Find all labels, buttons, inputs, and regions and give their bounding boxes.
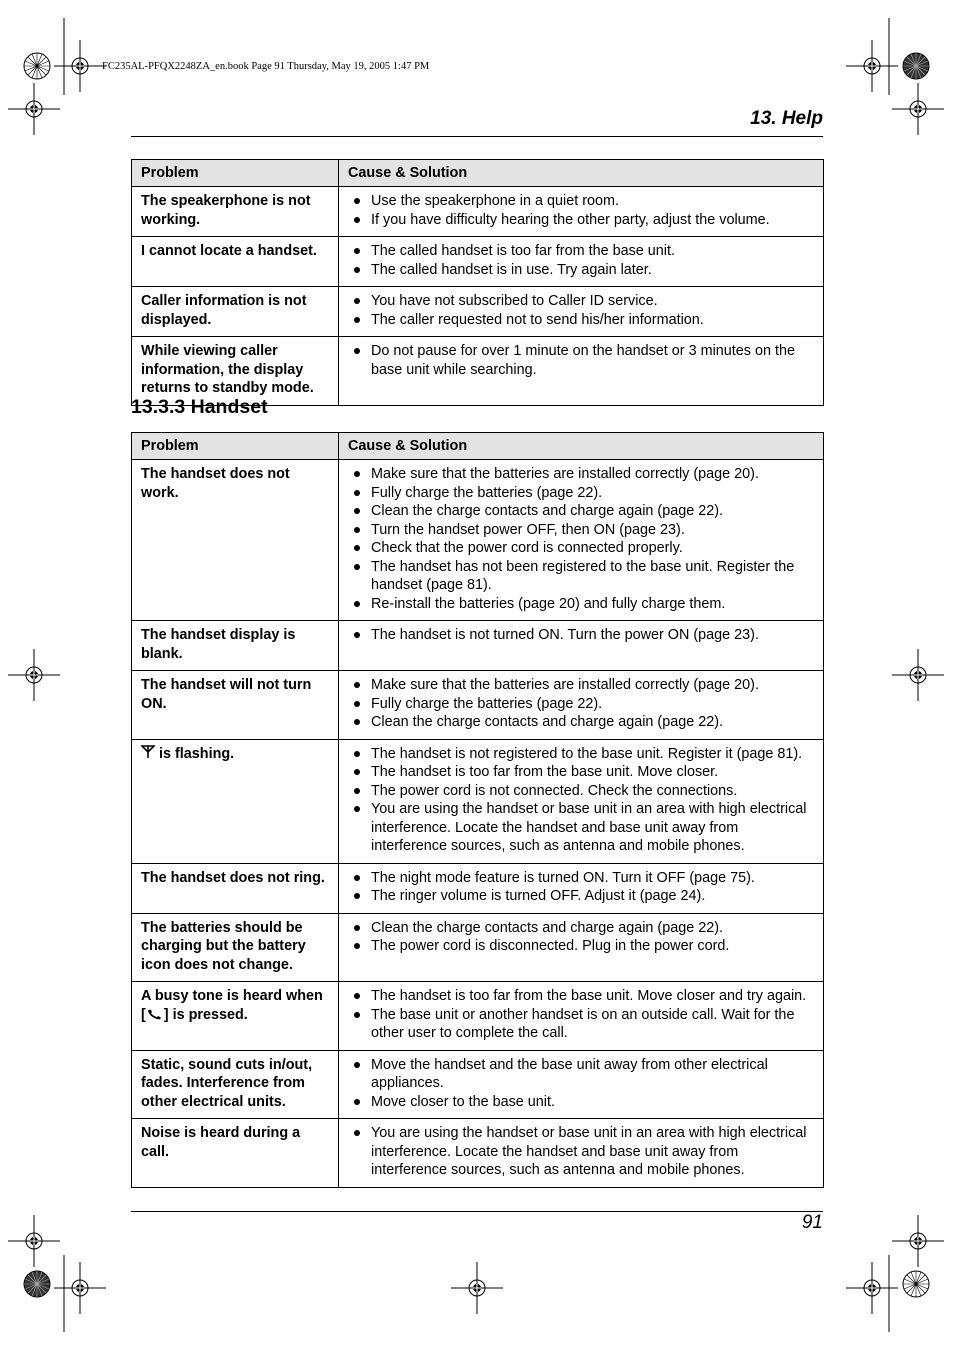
solution-item: If you have difficulty hearing the other party, adjust the volume.	[348, 211, 814, 230]
page-number: 91	[801, 1212, 823, 1233]
problem-cell: Static, sound cuts in/out, fades. Interference from other electrical units.	[132, 1050, 339, 1119]
solution-cell	[339, 337, 824, 406]
solution-cell	[339, 460, 824, 621]
solution-item: Make sure that the batteries are installed correctly (page 20).	[348, 465, 814, 484]
solution-item: Move the handset and the base unit away from other electrical appliances.	[348, 1056, 814, 1093]
book-meta: FC235AL-PFQX2248ZA_en.book Page 91 Thursday, May 19, 2005 1:47 PM	[102, 61, 430, 72]
solution-item: The handset is not registered to the base unit. Register it (page 81).	[348, 745, 814, 764]
table-row	[132, 913, 824, 982]
solution-item: The called handset is in use. Try again later.	[348, 261, 814, 280]
solution-item: Move closer to the base unit.	[348, 1093, 814, 1112]
antenna-icon	[141, 745, 155, 765]
problem-text: is pressed.	[172, 1006, 248, 1023]
table-row	[132, 1119, 824, 1188]
section-heading: 13.3.3 Handset	[131, 396, 268, 418]
solution-cell	[339, 913, 824, 982]
solution-item: Use the speakerphone in a quiet room.	[348, 192, 814, 211]
solution-item: Turn the handset power OFF, then ON (page 23).	[348, 521, 814, 540]
solution-item: Re-install the batteries (page 20) and fully charge them.	[348, 595, 814, 614]
talk-key-icon: [ ]	[141, 1006, 169, 1023]
table-row	[132, 1050, 824, 1119]
solution-cell	[339, 1119, 824, 1188]
solution-cell	[339, 187, 824, 237]
solution-cell	[339, 739, 824, 863]
table-row	[132, 982, 824, 1051]
solution-cell	[339, 237, 824, 287]
solution-item: The handset has not been registered to the base unit. Register the handset (page 81).	[348, 558, 814, 595]
solution-cell	[339, 671, 824, 740]
table-header-row	[132, 433, 824, 460]
solution-item: The handset is not turned ON. Turn the power ON (page 23).	[348, 626, 814, 645]
problem-cell: I cannot locate a handset.	[132, 237, 339, 287]
solution-item: You have not subscribed to Caller ID service.	[348, 292, 814, 311]
solution-item: The handset is too far from the base unit. Move closer and try again.	[348, 987, 814, 1006]
troubleshooting-table-general	[131, 159, 824, 406]
column-header-solution: Cause & Solution	[339, 160, 824, 187]
problem-text: is flashing.	[159, 745, 235, 762]
solution-item: Clean the charge contacts and charge again (page 22).	[348, 919, 814, 938]
table-row	[132, 287, 824, 337]
chapter-title: 13. Help	[750, 108, 823, 129]
problem-cell: The handset will not turn ON.	[132, 671, 339, 740]
table-row	[132, 460, 824, 621]
problem-cell: The batteries should be charging but the battery icon does not change.	[132, 913, 339, 982]
problem-cell: The handset display is blank.	[132, 621, 339, 671]
solution-cell	[339, 1050, 824, 1119]
solution-item: The power cord is disconnected. Plug in the power cord.	[348, 937, 814, 956]
solution-item: Fully charge the batteries (page 22).	[348, 484, 814, 503]
solution-item: The handset is too far from the base unit. Move closer.	[348, 763, 814, 782]
solution-item: Clean the charge contacts and charge again (page 22).	[348, 502, 814, 521]
solution-item: Check that the power cord is connected properly.	[348, 539, 814, 558]
solution-item: You are using the handset or base unit in an area with high electrical interference. Locate the handset and base unit away from interference sources, such as antenna and mobile phones.	[348, 1124, 814, 1180]
solution-item: The ringer volume is turned OFF. Adjust it (page 24).	[348, 887, 814, 906]
problem-cell: The handset does not work.	[132, 460, 339, 621]
problem-cell	[132, 982, 339, 1051]
problem-cell: Noise is heard during a call.	[132, 1119, 339, 1188]
problem-cell	[132, 739, 339, 863]
table-row	[132, 621, 824, 671]
solution-item: The called handset is too far from the base unit.	[348, 242, 814, 261]
table-row	[132, 187, 824, 237]
footer-rule	[131, 1211, 823, 1212]
solution-cell	[339, 287, 824, 337]
column-header-problem: Problem	[132, 433, 339, 460]
troubleshooting-table-handset	[131, 432, 824, 1188]
problem-cell: The speakerphone is not working.	[132, 187, 339, 237]
solution-item: Do not pause for over 1 minute on the handset or 3 minutes on the base unit while searching.	[348, 342, 814, 379]
table-row	[132, 739, 824, 863]
table-row	[132, 237, 824, 287]
solution-item: Fully charge the batteries (page 22).	[348, 695, 814, 714]
table-row	[132, 863, 824, 913]
column-header-solution: Cause & Solution	[339, 433, 824, 460]
table-row	[132, 671, 824, 740]
table-header-row	[132, 160, 824, 187]
solution-item: You are using the handset or base unit in an area with high electrical interference. Locate the handset and base unit away from interference sources, such as antenna and mobile phones.	[348, 800, 814, 856]
solution-item: The caller requested not to send his/her information.	[348, 311, 814, 330]
solution-cell	[339, 863, 824, 913]
column-header-problem: Problem	[132, 160, 339, 187]
solution-cell	[339, 982, 824, 1051]
solution-cell	[339, 621, 824, 671]
header-rule	[131, 136, 823, 137]
problem-cell: While viewing caller information, the display returns to standby mode.	[132, 337, 339, 406]
solution-item: Make sure that the batteries are installed correctly (page 20).	[348, 676, 814, 695]
table-row	[132, 337, 824, 406]
solution-item: Clean the charge contacts and charge again (page 22).	[348, 713, 814, 732]
solution-item: The base unit or another handset is on an outside call. Wait for the other user to complete the call.	[348, 1006, 814, 1043]
problem-cell: The handset does not ring.	[132, 863, 339, 913]
problem-text: A busy tone is heard when	[141, 988, 323, 1004]
problem-cell: Caller information is not displayed.	[132, 287, 339, 337]
solution-item: The power cord is not connected. Check the connections.	[348, 782, 814, 801]
solution-item: The night mode feature is turned ON. Turn it OFF (page 75).	[348, 869, 814, 888]
